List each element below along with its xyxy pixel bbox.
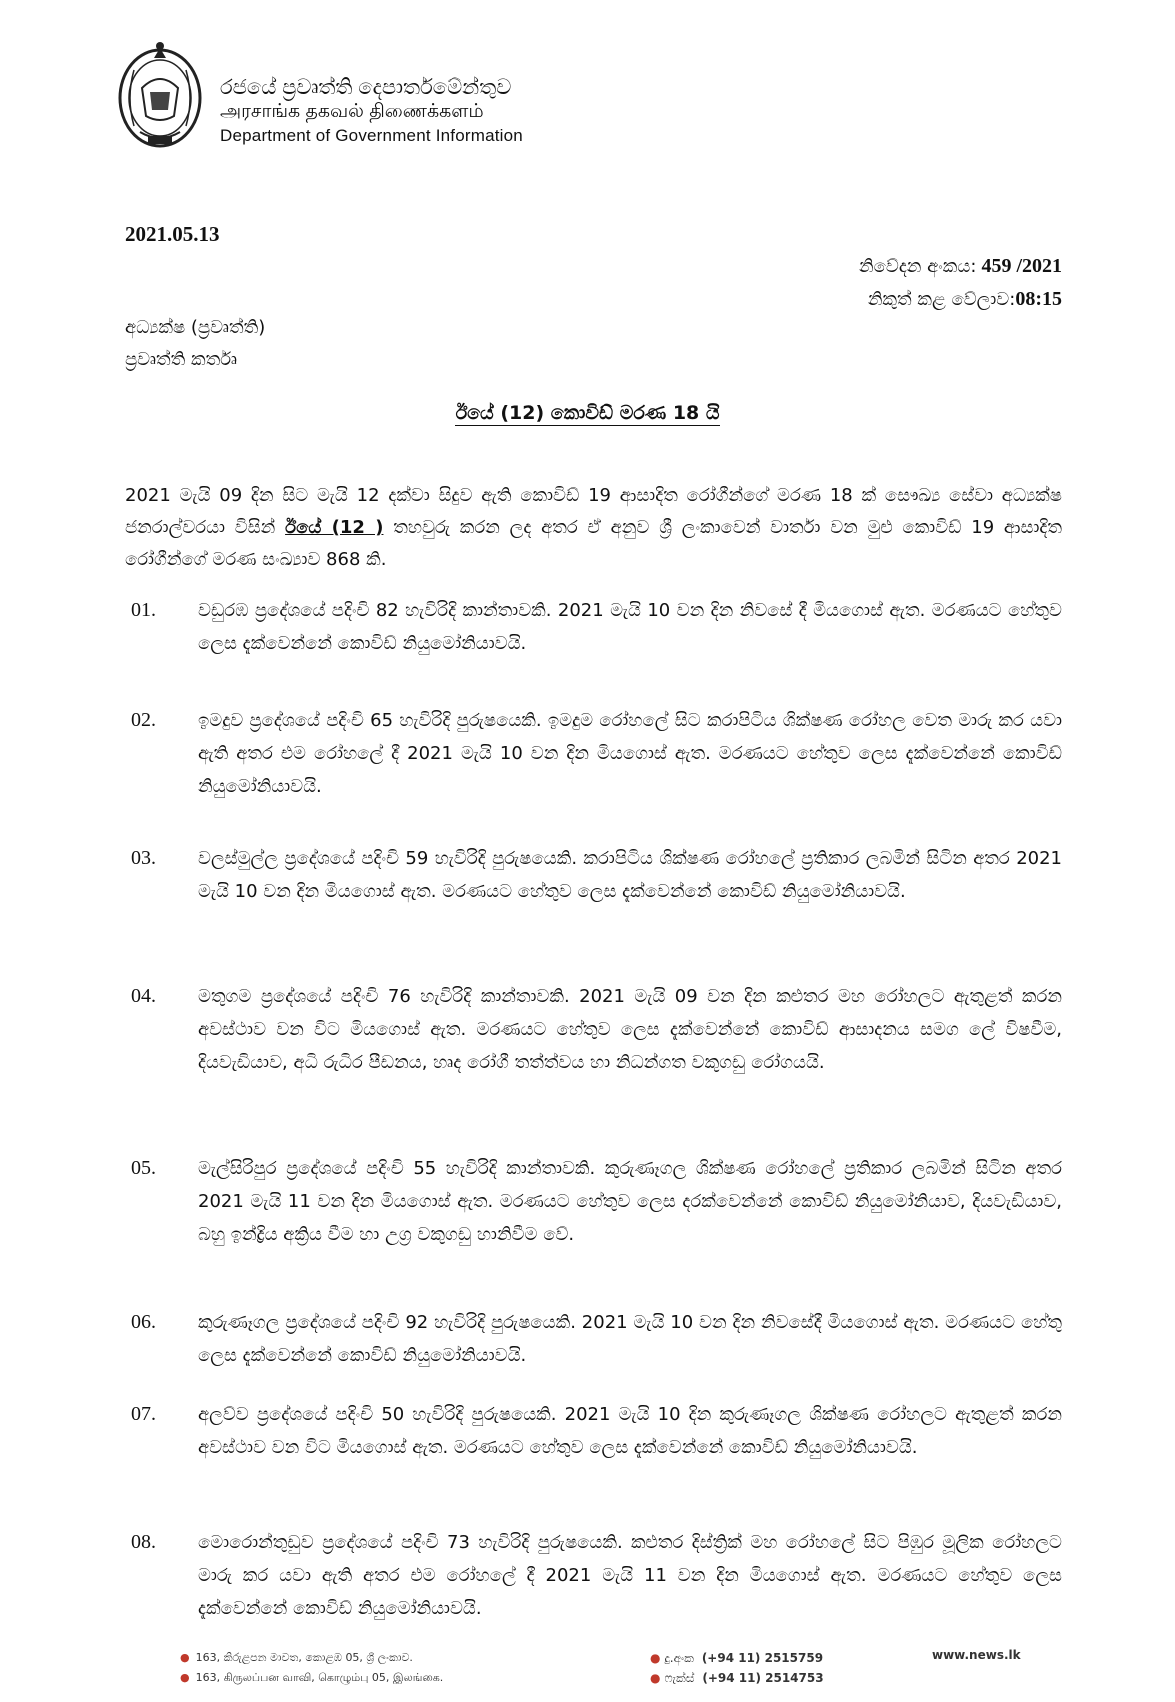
item-number: 05. [131,1157,156,1179]
release-number [859,250,1062,283]
item-text: ඉමදුව ප්‍රදේශයේ පදිංචි 65 හැවිරිදි පුරුෂයෙකි. ඉමදුම රෝහලේ සිට කරාපිටිය ශික්ෂණ රෝහල වෙත මාරු කර යවා ඇති අතර එම රෝහලේ දී 2021 මැයි 10 වන දින මියගොස් ඇත. මරණයට හේතුව ලෙස දැක්වෙන්නේ කොවිඩ් නියුමෝනියාවයි. [198,710,1062,797]
item-number: 03. [131,847,156,869]
footer-contacts [650,1648,824,1688]
item-text: මැල්සිරිපුර ප්‍රදේශයේ පදිංචි 55 හැවිරිදි කාන්තාවකි. කුරුණෑගල ශික්ෂණ රෝහලේ ප්‍රතිකාර ලබමින් සිටින අතර 2021 මැයි 11 වන දින මියගොස් ඇත. මරණයට හේතුව ලෙස දරක්වෙන්නේ කොවිඩ් නියුමෝනියාව, දියවැඩියාව, බහු ඉන්ද්‍රිය අක්‍රිය වීම හා උග්‍ර වකුගඩු හානිවීම වේ. [198,1158,1062,1245]
bullet-icon: ● [650,1671,661,1685]
footer-address-sinhala: 163, කිරුළපන මාවත, කොළඹ 05, ශ්‍රී ලංකාව. [195,1651,413,1664]
addressee-director: අධ්‍යක්ෂ (ප්‍රවෘත්ති) [125,317,266,338]
letterhead [112,40,632,160]
addressee-editor: ප්‍රවෘත්ති කර්තෘ [125,349,238,370]
release-time [859,283,1062,316]
bullet-icon: ● [650,1651,661,1665]
letterhead-sinhala: රජයේ ප්‍රවෘත්ති දෙපාර්තමේන්තුව [220,76,512,99]
item-number: 02. [131,709,156,731]
letterhead-tamil: அரசாங்க தகவல் திணைக்களம் [220,101,484,122]
release-number-value: 459 /2021 [976,255,1062,277]
intro-text-2: තහවුරු කරන ලද අතර ඒ අනුව ශ්‍රී ලංකාවෙන් වාර්තා වන මුළු කොවිඩ් 19 ආසාදිත රෝගීන්ගේ මරණ සංඛ්‍යාව 868 කි. [125,517,1062,570]
letterhead-english: Department of Government Information [220,126,523,145]
item-text: මතුගම ප්‍රදේශයේ පදිංචි 76 හැවිරිදි කාන්තාවකි. 2021 මැයි 09 වන දින කළුතර මහ රෝහලට ඇතුළත් කරන අවස්ථාව වන විට මියගොස් ඇත. මරණයට හේතුව ලෙස දැක්වෙන්නේ කොවිඩ් ආසාදනය සමග ලේ විෂවීම, දියවැඩියාව, අධි රුධිර පීඩනය, හෘද රෝගී තත්ත්වය හා නිධන්ගත වකුගඩු රෝගයයි. [198,986,1062,1073]
intro-paragraph [125,480,1062,576]
bullet-icon: ● [180,1671,190,1684]
fax-label: ෆැක්ස් [664,1671,695,1685]
release-date: 2021.05.13 [125,222,220,246]
item-number: 07. [131,1403,156,1425]
item-text: අලව්ව ප්‍රදේශයේ පදිංචි 50 හැවිරිදි පුරුෂයෙකි. 2021 මැයි 10 දින කුරුණෑගල ශික්ෂණ රෝහලට ඇතුළත් කරන අවස්ථාව වන විට මියගොස් ඇත. මරණයට හේතුව ලෙස දැක්වෙන්නේ කොවිඩ් නියුමෝනියාවයි. [198,1404,1062,1458]
item-text: වලස්මුල්ල ප්‍රදේශයේ පදිංචි 59 හැවිරිදි පුරුෂයෙකි. කරාපිටිය ශික්ෂණ රෝහලේ ප්‍රතිකාර ලබමින් සිටින අතර 2021 මැයි 10 වන දින මියගොස් ඇත. මරණයට හේතුව ලෙස දැක්වෙන්නේ කොවිඩ් නියුමෝනියාවයි. [198,848,1062,902]
item-text: වඩුරඹ ප්‍රදේශයේ පදිංචි 82 හැවිරිදි කාන්තාවකි. 2021 මැයි 10 වන දින නිවසේ දී මියගොස් ඇත. මරණයට හේතුව ලෙස දැක්වෙන්නේ කොවිඩ් නියුමෝනියාවයි. [198,600,1062,654]
release-time-label: නිකුත් කළ වේලාව: [867,289,1016,310]
footer-address-tamil: 163, கிருலப்பன வாவி, கொழும்பு 05, இலங்கை. [195,1671,444,1684]
intro-text-1: 2021 මැයි 09 දින සිට මැයි 12 දක්වා සිදුව ඇති කොවිඩ් 19 ආසාදිත රෝගීන්ගේ මරණ 18 ක් සෞඛ්‍ය සේවා අධ්‍යක්ෂ ජනරාල්වරයා විසින් [125,485,1062,538]
phone-number: (+94 11) 2515759 [701,1651,824,1665]
release-time-value: 08:15 [1015,288,1062,310]
footer-address [180,1648,443,1688]
fax-number: (+94 11) 2514753 [702,1671,824,1685]
release-number-label: නිවේදන අංකය: [859,256,977,277]
release-title [0,402,1175,424]
item-text: මොරොන්තුඩුව ප්‍රදේශයේ පදිංචි 73 හැවිරිදි පුරුෂයෙකි. කළුතර දිස්ත්‍රික් මහ රෝහලේ සිට පිඹුර මූලික රෝහලට මාරු කර යවා ඇති අතර එම රෝහලේ දී 2021 මැයි 11 වන දින මියගොස් ඇත. මරණයට හේතුව ලෙස දැක්වෙන්නේ කොවිඩ් නියුමෝනියාවයි. [198,1532,1062,1619]
item-text: කුරුණෑගල ප්‍රදේශයේ පදිංචි 92 හැවිරිදි පුරුෂයෙකි. 2021 මැයි 10 වන දින නිවසේදී මියගොස් ඇත. මරණයට හේතු ලෙස දැක්වෙන්නේ කොවිඩ් නියුමෝනියාවයි. [198,1312,1062,1366]
item-number: 06. [131,1311,156,1333]
item-number: 08. [131,1531,156,1553]
addressee-block [125,312,265,376]
website-link[interactable]: www.news.lk [932,1648,1021,1662]
release-title-text: ඊයේ (12) කොවිඩ් මරණ 18 යි [455,402,720,424]
release-reference [859,250,1062,316]
sri-lanka-emblem-icon [112,40,208,152]
item-number: 04. [131,985,156,1007]
item-number: 01. [131,599,156,621]
phone-label: දු.අංක [664,1651,694,1665]
intro-emphasis: ඊයේ (12 ) [285,517,384,538]
bullet-icon: ● [180,1651,190,1664]
page-footer [180,1648,1080,1698]
